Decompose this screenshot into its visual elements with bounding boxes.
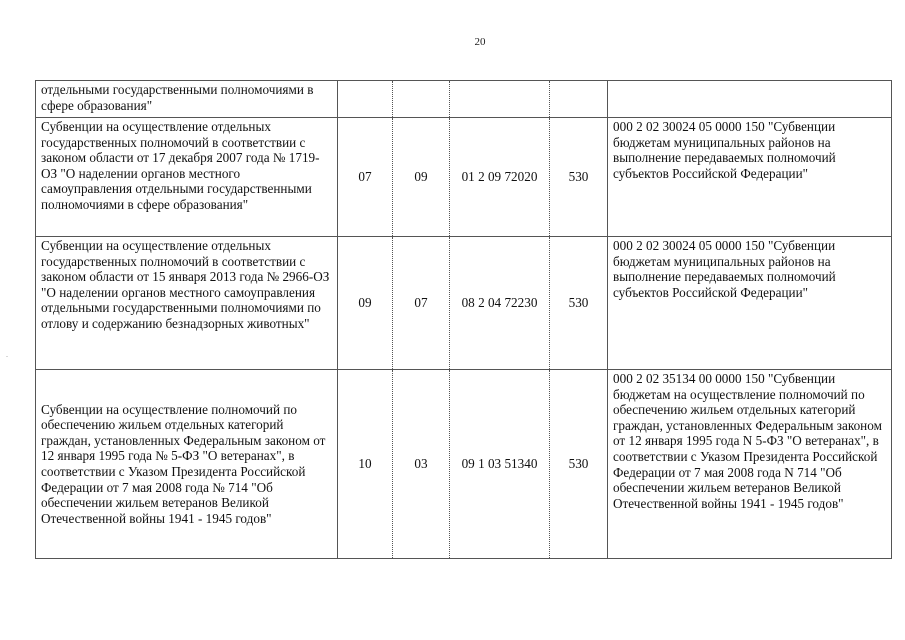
revenue-code-cell [608,81,892,118]
description-cell: Субвенции на осуществление полномочий по обеспечению жильем отдельных категорий граждан, установленных Федеральным законом от 12 января 1995 года № 5-ФЗ "О ветеранах", в соответствии с Указом Президента Российской Федерации от 7 мая 2008 года № 714 "Об обеспечении жильем ветеранов Великой Отечественной войны 1941 - 1945 годов" [36,370,338,559]
target-article-cell: 01 2 09 72020 [450,118,550,237]
section-cell [338,81,393,118]
table-row [36,118,892,237]
section-cell: 07 [338,118,393,237]
expense-type-cell [550,81,608,118]
expense-type-cell: 530 [550,370,608,559]
target-article-cell: 09 1 03 51340 [450,370,550,559]
page-number: 20 [474,36,486,48]
expense-type-cell: 530 [550,237,608,370]
subsection-cell: 07 [393,237,450,370]
budget-allocation-table [35,80,892,559]
margin-mark: . [6,350,8,359]
expense-type-cell: 530 [550,118,608,237]
target-article-cell: 08 2 04 72230 [450,237,550,370]
description-cell: отдельными государственными полномочиями в сфере образования" [36,81,338,118]
description-cell: Субвенции на осуществление отдельных государственных полномочий в соответствии с законом области от 15 января 2013 года № 2966-ОЗ "О наделении органов местного самоуправления отдельными государственными полномочиями по отлову и содержанию безнадзорных животных" [36,237,338,370]
table-row [36,237,892,370]
table-row [36,81,892,118]
description-cell: Субвенции на осуществление отдельных государственных полномочий в соответствии с законом области от 17 декабря 2007 года № 1719-ОЗ "О наделении органов местного самоуправления отдельными государственными полномочиями в сфере образования" [36,118,338,237]
section-cell: 09 [338,237,393,370]
subsection-cell [393,81,450,118]
subsection-cell: 09 [393,118,450,237]
revenue-code-cell: 000 2 02 30024 05 0000 150 "Субвенции бюджетам муниципальных районов на выполнение передаваемых полномочий субъектов Российской Федерации" [608,237,892,370]
target-article-cell [450,81,550,118]
subsection-cell: 03 [393,370,450,559]
table-row [36,370,892,559]
section-cell: 10 [338,370,393,559]
revenue-code-cell: 000 2 02 35134 00 0000 150 "Субвенции бюджетам на осуществление полномочий по обеспечению жильем отдельных категорий граждан, установленных Федеральным законом от 12 января 1995 года N 5-ФЗ "О ветеранах", в соответствии с Указом Президента Российской Федерации от 7 мая 2008 года N 714 "Об обеспечении жильем ветеранов Великой Отечественной войны 1941 - 1945 годов" [608,370,892,559]
revenue-code-cell: 000 2 02 30024 05 0000 150 "Субвенции бюджетам муниципальных районов на выполнение передаваемых полномочий субъектов Российской Федерации" [608,118,892,237]
